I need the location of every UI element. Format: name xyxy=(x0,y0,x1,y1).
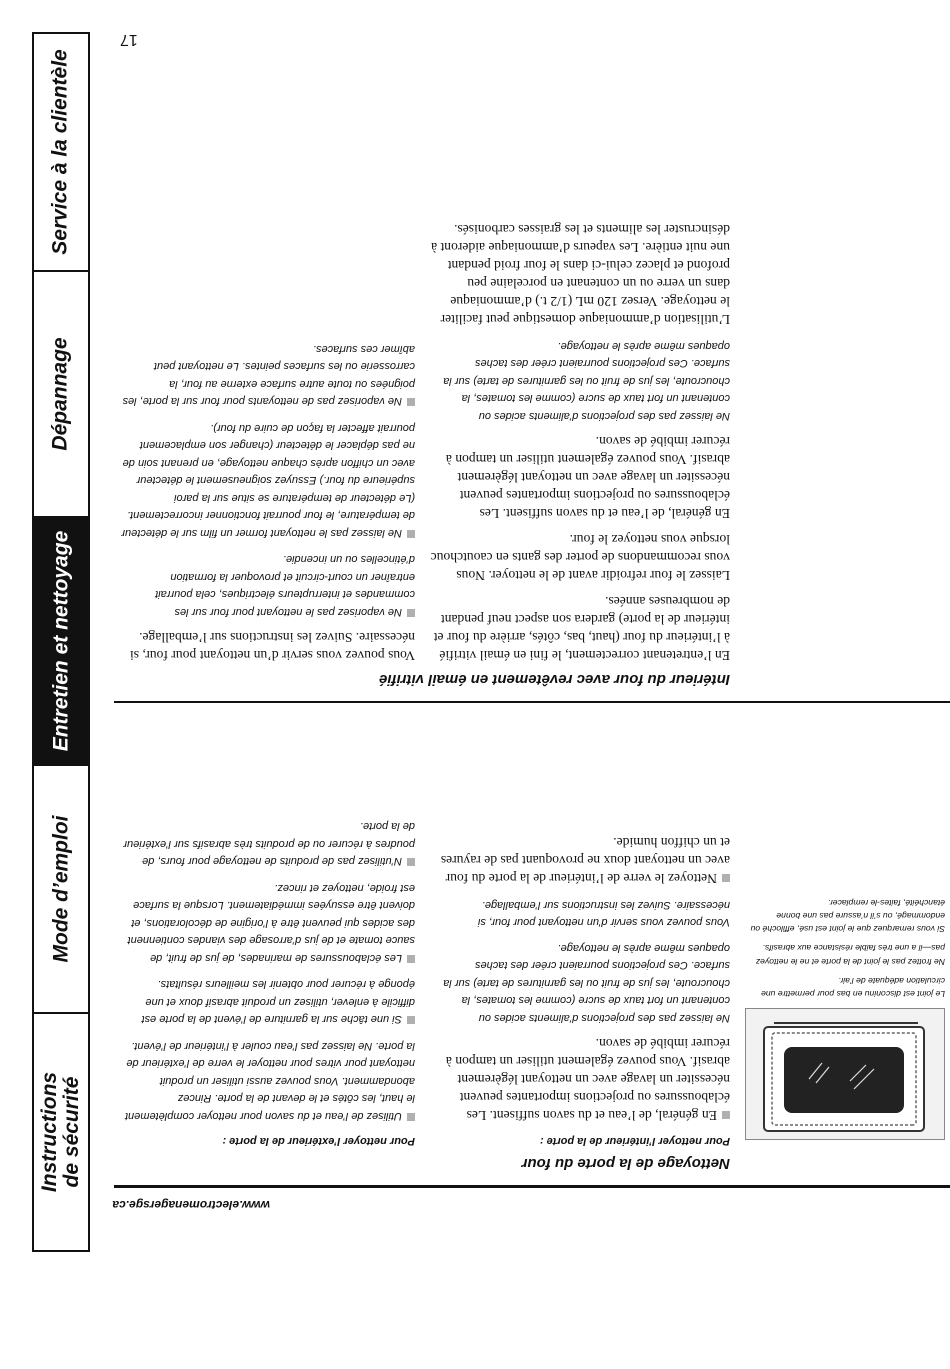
bullet-icon xyxy=(407,1113,415,1121)
tab-label: Entretien et nettoyage xyxy=(49,530,73,752)
gasket-note-2: Ne frottez pas le joint de la porte et ne le nettoyez pas—il a une très faible résistance aux abrasifs. xyxy=(755,943,945,967)
tab-label: Service à la clientèle xyxy=(49,49,72,255)
paragraph: Ne laissez pas des projections d’aliments acides ou contenant un fort taux de sucre (comme les tomates, la choucroute, les jus de fruit ou les garnitures de tarte) sur la surface. Ces projections pourraient créer des taches opaques même après le nettoyage. xyxy=(443,942,730,1024)
section-title-enamel: Intérieur du four avec revêtement en émail vitrifié xyxy=(379,671,730,688)
enamel-left-text xyxy=(430,213,730,665)
section-divider xyxy=(114,701,950,703)
paragraph: Vous pouvez vous servir d’un nettoyant pour four, si nécessaire. Suivez les instructions sur l’emballage. xyxy=(477,899,730,929)
paragraph: En général, de l’eau et du savon suffisent. Les éclaboussures ou projections importantes peuvent nécessiter un lavage avec un nettoyant légèrement abrasif. Vous pouvez également utiliser un tampon à récurer imbibé de savon. xyxy=(445,434,730,521)
bullet-icon xyxy=(722,875,730,883)
paragraph: Laissez le four refroidir avant de le nettoyer. Nous vous recommandons de porter des gants en caoutchouc lorsque vous nettoyez le four. xyxy=(430,532,730,583)
bullet-icon xyxy=(407,609,415,617)
bullet-icon xyxy=(407,1017,415,1025)
paragraph: L’utilisation d’ammoniaque domestique peut faciliter le nettoyage. Versez 120 mL (1/2 t.) d’ammoniaque dans un verre ou un contenant en porcelaine peu profond et placez celui-ci dans le four froid pendant une nuit entière. Les vapeurs d’ammoniaque aideront à désincruster les aliments et les graisses carbonisés. xyxy=(431,222,730,328)
gasket-note-1: Le joint est disconinu en bas pour permettre une circulation adéquate de l’air. xyxy=(761,975,945,999)
tab-label: Mode d’emploi xyxy=(49,815,72,963)
inside-door-heading: Pour nettoyer l’intérieur de la porte : xyxy=(539,1135,730,1147)
tab-entretien-nettoyage[interactable] xyxy=(34,518,88,766)
paragraph: Vous pouvez vous servir d’un nettoyant pour four, si nécessaire. Suivez les instructions sur l’emballage. xyxy=(129,630,415,663)
paragraph: Les éclaboussures de marinades, de jus de fruit, de sauce tomate et de jus d’arrosage des viandes contiennent des acides qui peuvent être à l’origine de décolorations, et doivent être essuyées immédiatement. Lorsque la surface est froide, nettoyez et rincez. xyxy=(127,882,415,964)
paragraph: Nettoyez le verre de l’intérieur de la porte du four avec un nettoyant doux ne provoquant pas de rayures et un chiffon humide. xyxy=(440,835,730,887)
paragraph: Ne laissez pas le nettoyant former un film sur le détecteur de température, le four pourrait fonctionner incorrectement. (Le détecteur de température se situe sur la paroi supérieure du four.) Essuyez soigneusement le détecteur avec un chiffon après chaque nettoyage, en prenant soin de ne pas déplacer le détecteur (changer son emplacement pourrait affecter la façon de cuire du four). xyxy=(121,422,415,539)
tab-label: Instructions de sécurité xyxy=(38,1071,83,1193)
paragraph: Ne vaporisez pas de nettoyants pour four sur la porte, les poignées ou toute autre surface externe au four, la carrosserie ou les surfaces peintes. Le nettoyant peut abîmer ces surfaces. xyxy=(122,343,415,408)
bullet-icon xyxy=(407,859,415,867)
paragraph: En l’entretenant correctement, le fini en émail vitrifié à l’intérieur du four (haut, bas, côtés, arrière du four et intérieur de la porte) gardera son aspect neuf pendant de nombreuses années. xyxy=(433,594,730,663)
manual-page xyxy=(100,30,950,1220)
website-url: www.electromenagersge.ca xyxy=(112,1198,270,1212)
oven-door-icon xyxy=(746,1009,944,1139)
tab-mode-emploi[interactable] xyxy=(34,766,88,1014)
outside-door-heading: Pour nettoyer l’extérieur de la porte : xyxy=(222,1135,415,1147)
side-tabs xyxy=(32,32,90,1252)
bullet-icon xyxy=(407,530,415,538)
outside-door-text xyxy=(120,808,415,1124)
oven-door-illustration xyxy=(745,1008,945,1140)
gasket-notes xyxy=(745,890,945,1000)
page-number: 17 xyxy=(120,31,138,48)
tab-service-clientele[interactable] xyxy=(34,34,88,272)
bullet-icon xyxy=(722,1111,730,1119)
bullet-icon xyxy=(407,955,415,963)
paragraph: Ne laissez pas des projections d’aliments acides ou contenant un fort taux de sucre (comme les tomates, la choucroute, les jus de fruit ou les garnitures de tarte) sur la surface. Ces projections pourraient créer des taches opaques même après le nettoyage. xyxy=(443,340,730,422)
tab-depannage[interactable] xyxy=(34,272,88,518)
inside-door-text xyxy=(440,826,730,1125)
paragraph: En général, de l’eau et du savon suffisent. Les éclaboussures ou projections importantes peuvent nécessiter un lavage avec un nettoyant légèrement abrasif. Vous pouvez également utiliser un tampon à récurer imbibé de savon. xyxy=(445,1036,730,1123)
section-title-door: Nettoyage de la porte du four xyxy=(521,1155,730,1172)
tab-label: Dépannage xyxy=(49,337,73,451)
paragraph: Utilisez de l’eau et du savon pour nettoyer complètement le haut, les côtés et le devant de la porte. Rincez abondamment. Vous pouvez aussi utiliser un produit nettoyant pour vitres pour nettoyer le verre de l’extérieur de la porte. Ne laissez pas l’eau couler à l’intérieur de l’évent. xyxy=(125,1040,415,1122)
tab-instructions-securite[interactable] xyxy=(34,1014,88,1250)
top-rule xyxy=(114,1185,950,1188)
enamel-right-text xyxy=(120,331,415,665)
gasket-note-3: Si vous remarquez que le joint est usé, effiloché ou endommagé, ou s’il n’assure pas une bonne étanchéité, faites-le remplacer. xyxy=(750,897,945,935)
paragraph: Si une tâche sur la garniture de l’évent de la porte est difficile à enlever, utilisez un produit abrasif doux et une éponge à récurer pour obtenir les meilleurs résultats. xyxy=(141,978,415,1026)
paragraph: Ne vaporisez pas le nettoyant pour four sur les commandes et interrupteurs électriques, cela pourrait entraîner un court-circuit et provoquer la formation d’étincelles ou un incendie. xyxy=(155,553,415,618)
bullet-icon xyxy=(407,399,415,407)
paragraph: N’utilisez pas de produits de nettoyage pour fours, de poudres à récurer ou de produits très abrasifs sur l’extérieur de la porte. xyxy=(123,820,415,868)
